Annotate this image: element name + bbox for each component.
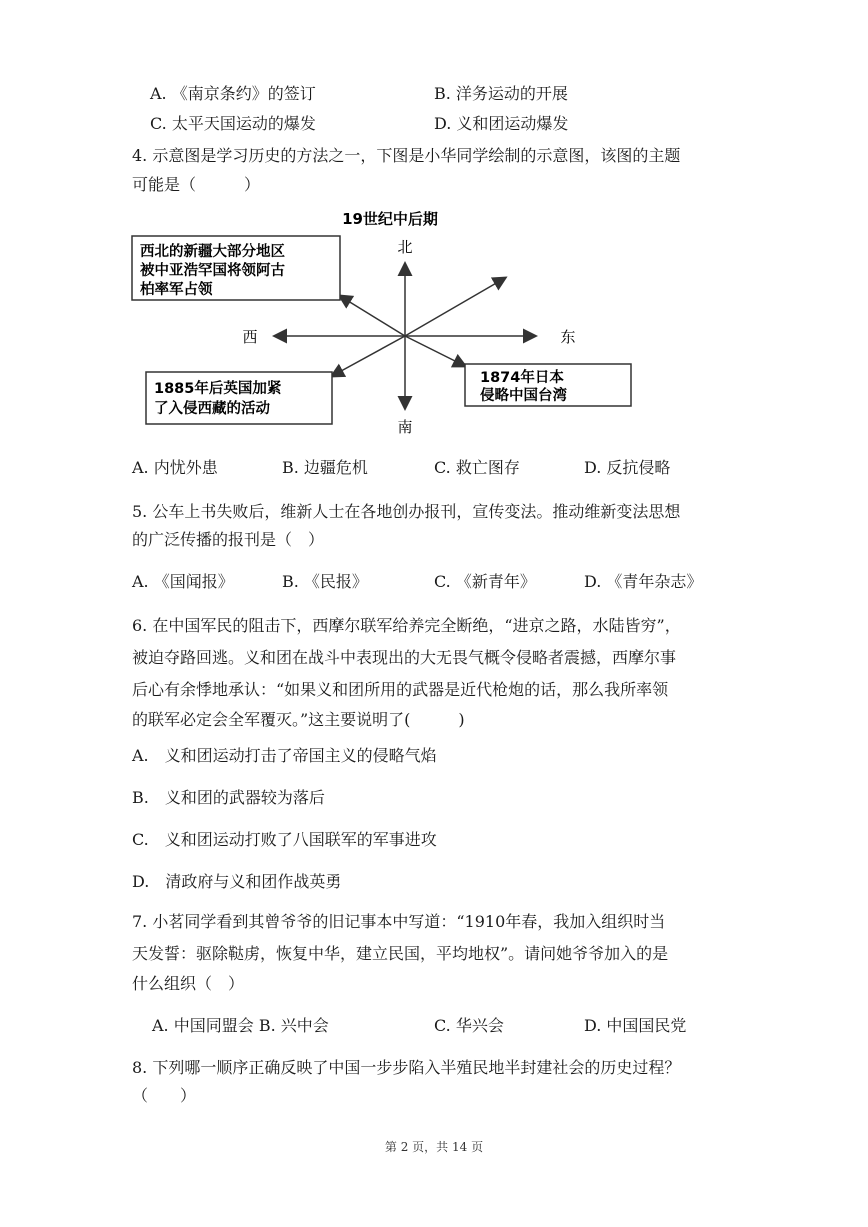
box-northwest-line2: 被中亚浩罕国将领阿古 [140, 263, 285, 279]
q6-stem-line3: 后心有余悸地承认：“如果义和团所用的武器是近代枪炮的话，那么我所率领 [132, 680, 669, 699]
q5-option-d: D. 《青年杂志》 [584, 572, 703, 591]
q6-option-d: D. 清政府与义和团作战英勇 [132, 872, 342, 891]
arrow-southwest [332, 336, 405, 376]
q6-stem-line2: 被迫夺路回逃。义和团在战斗中表现出的大无畏气概令侵略者震撼，西摩尔事 [132, 648, 677, 667]
box-southeast-line1: 1874年日本 [480, 370, 564, 386]
arrow-southeast [405, 336, 465, 366]
label-east: 东 [560, 328, 576, 346]
q6-option-a: A. 义和团运动打击了帝国主义的侵略气焰 [132, 746, 437, 765]
box-southwest-line1: 1885年后英国加紧 [154, 381, 282, 397]
arrow-northeast [405, 278, 505, 336]
q6-stem-line1: 6. 在中国军民的阻击下，西摩尔联军给养完全断绝，“进京之路，水陆皆穷”， [132, 616, 681, 635]
q5-option-c: C. 《新青年》 [434, 572, 536, 591]
q6-option-c: C. 义和团运动打败了八国联军的军事进攻 [132, 830, 437, 849]
q4-stem-line1: 4. 示意图是学习历史的方法之一，下图是小华同学绘制的示意图，该图的主题 [132, 146, 681, 165]
page-footer: 第 2 页，共 14 页 [384, 1140, 484, 1154]
q7-stem-line3: 什么组织（ ） [132, 974, 245, 993]
q5-option-a: A. 《国闻报》 [132, 572, 234, 591]
box-southeast [465, 364, 631, 406]
diagram-title: 19世纪中后期 [342, 210, 438, 228]
q3-option-c: C. 太平天国运动的爆发 [150, 114, 316, 133]
q4-option-b: B. 边疆危机 [282, 458, 368, 477]
q5-stem-line2: 的广泛传播的报刊是（ ） [132, 530, 325, 549]
q4-option-d: D. 反抗侵略 [584, 458, 671, 477]
arrow-northwest [340, 296, 405, 336]
q4-option-c: C. 救亡图存 [434, 458, 520, 477]
q7-option-d: D. 中国国民党 [584, 1016, 687, 1035]
q8-stem-line1: 8. 下列哪一顺序正确反映了中国一步步陷入半殖民地半封建社会的历史过程？ [132, 1058, 681, 1077]
q3-option-b: B. 洋务运动的开展 [434, 84, 568, 103]
box-northwest-line3: 柏率军占领 [140, 282, 213, 298]
q7-stem-line1: 7. 小茗同学看到其曾爷爷的旧记事本中写道：“1910年春，我加入组织时当 [132, 912, 666, 931]
q6-stem-line4: 的联军必定会全军覆灭。”这主要说明了( ) [132, 710, 465, 729]
q4-stem-line2: 可能是（ ） [132, 175, 261, 194]
q7-option-ab: A. 中国同盟会 B. 兴中会 [152, 1016, 329, 1035]
box-southeast-line2: 侵略中国台湾 [480, 388, 567, 404]
q7-option-c: C. 华兴会 [434, 1016, 504, 1035]
box-northwest-line1: 西北的新疆大部分地区 [140, 244, 285, 260]
q4-option-a: A. 内忧外患 [132, 458, 218, 477]
label-west: 西 [242, 328, 258, 346]
label-north: 北 [397, 238, 413, 256]
q4-diagram [128, 200, 648, 450]
q7-stem-line2: 天发誓：驱除鞑虏，恢复中华，建立民国，平均地权”。请问她爷爷加入的是 [132, 944, 669, 963]
q3-option-a: A. 《南京条约》的签订 [150, 84, 316, 103]
q5-option-b: B. 《民报》 [282, 572, 368, 591]
q6-option-b: B. 义和团的武器较为落后 [132, 788, 325, 807]
box-southwest-line2: 了入侵西藏的活动 [154, 401, 270, 417]
box-southwest [146, 372, 332, 424]
box-northwest [132, 236, 340, 300]
q5-stem-line1: 5. 公车上书失败后，维新人士在各地创办报刊，宣传变法。推动维新变法思想 [132, 502, 681, 521]
label-south: 南 [397, 418, 413, 436]
q8-stem-line2: （ ） [132, 1086, 197, 1105]
q3-option-d: D. 义和团运动爆发 [434, 114, 569, 133]
